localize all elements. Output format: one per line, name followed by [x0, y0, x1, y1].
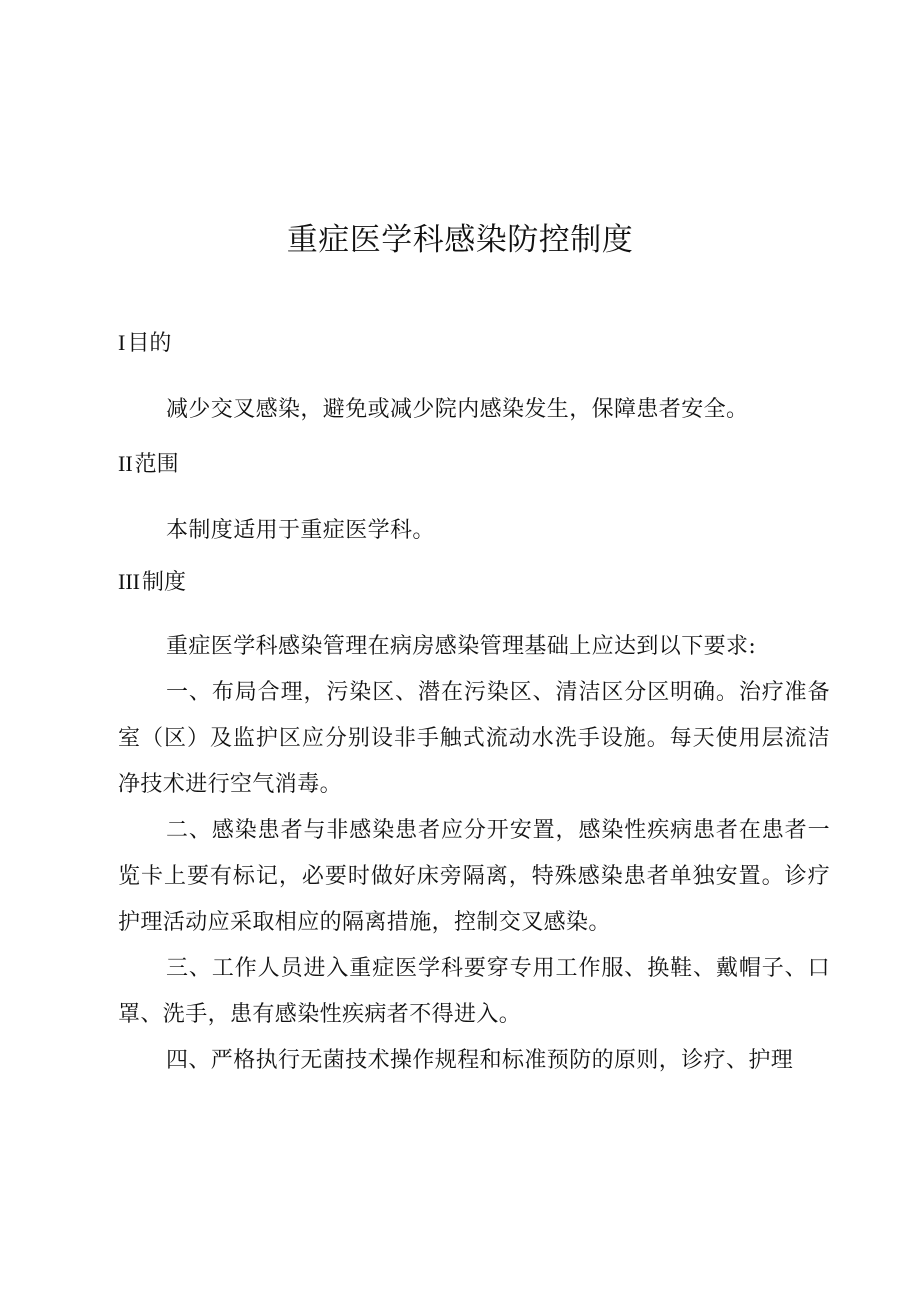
section-heading-text: 范围	[134, 452, 179, 477]
section-heading-policy	[118, 567, 186, 598]
policy-item-4: 四、严格执行无菌技术操作规程和标准预防的原则，诊疗、护理	[166, 1048, 794, 1073]
policy-item-3: 三、工作人员进入重症医学科要穿专用工作服、换鞋、戴帽子、口罩、洗手，患有感染性疾病者不得进入。	[118, 956, 830, 1027]
policy-intro-paragraph: 重症医学科感染管理在病房感染管理基础上应达到以下要求:	[166, 634, 757, 659]
purpose-paragraph: 减少交叉感染，避免或减少院内感染发生，保障患者安全。	[166, 397, 749, 422]
section-heading-text: 目的	[127, 331, 172, 356]
document-title: 重症医学科感染防控制度	[286, 222, 634, 258]
section-heading-scope	[118, 449, 179, 480]
policy-item-2: 二、感染患者与非感染患者应分开安置，感染性疾病患者在患者一览卡上要有标记，必要时做好床旁隔离，特殊感染患者单独安置。诊疗护理活动应采取相应的隔离措施，控制交叉感染。	[118, 818, 830, 935]
policy-item-1: 一、布局合理，污染区、潜在污染区、清洁区分区明确。治疗准备室（区）及监护区应分别设非手触式流动水洗手设施。每天使用层流洁净技术进行空气消毒。	[118, 680, 830, 797]
scope-paragraph: 本制度适用于重症医学科。	[166, 518, 435, 543]
section-number: I	[118, 330, 126, 355]
section-number: III	[118, 569, 140, 594]
section-heading-purpose	[118, 328, 171, 359]
section-heading-text: 制度	[141, 570, 186, 595]
section-number: II	[118, 451, 133, 476]
